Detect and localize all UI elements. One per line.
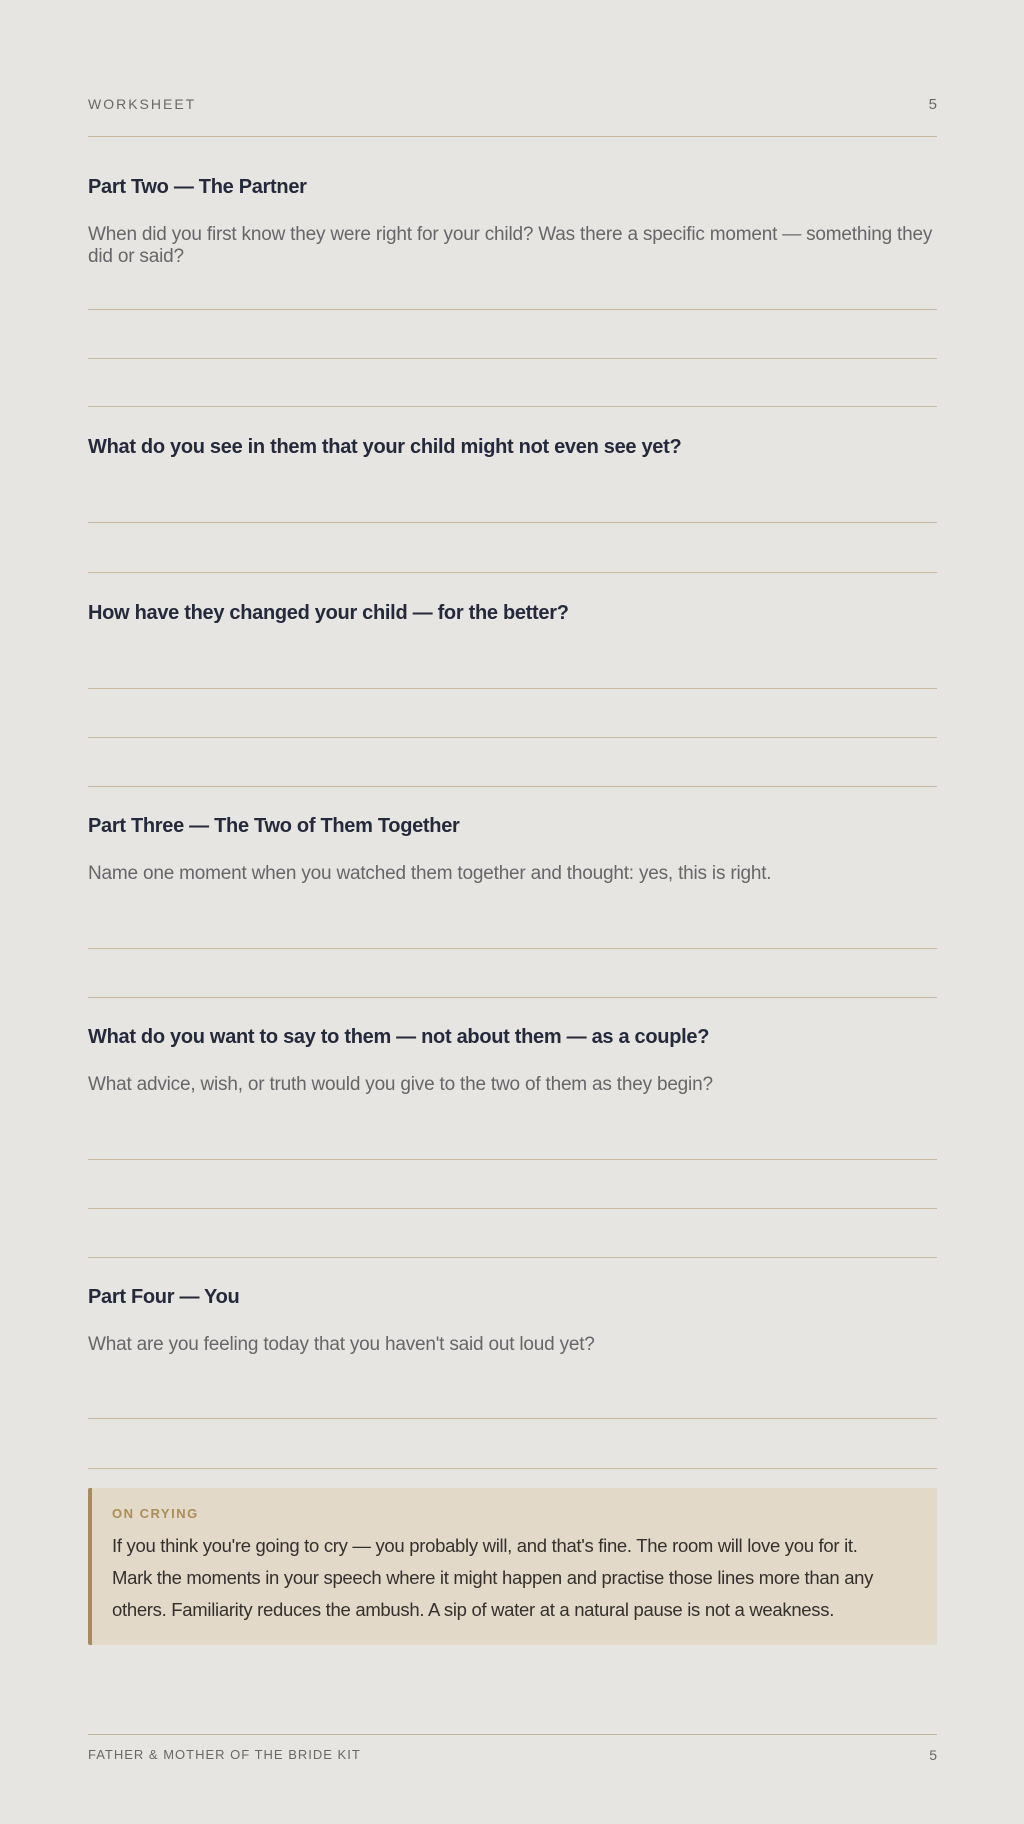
- answer-line[interactable]: [88, 737, 937, 738]
- answer-line[interactable]: [88, 1208, 937, 1209]
- on-crying-note: [88, 1488, 937, 1645]
- part-four-prompt: What are you feeling today that you haven't said out loud yet?: [88, 1334, 595, 1355]
- worksheet-page: [88, 0, 937, 1824]
- see-in-them-heading: What do you see in them that your child might not even see yet?: [88, 436, 682, 458]
- part-three-prompt: Name one moment when you watched them together and thought: yes, this is right.: [88, 863, 772, 884]
- header-label: WORKSHEET: [88, 96, 197, 112]
- header-page-number: 5: [928, 96, 937, 113]
- page-footer: [88, 1734, 937, 1765]
- answer-line[interactable]: [88, 1257, 937, 1258]
- part-four-heading: Part Four — You: [88, 1286, 240, 1308]
- part-three-heading: Part Three — The Two of Them Together: [88, 815, 460, 837]
- answer-line[interactable]: [88, 522, 937, 523]
- page-header: [88, 96, 937, 137]
- answer-line[interactable]: [88, 309, 937, 310]
- note-body: If you think you're going to cry — you probably will, and that's fine. The room will love you for it. Mark the moments in your speech where it might happen and practise those lines more than any others. Familiarity reduces the ambush. A sip of water at a natural pause is not a weakness.: [112, 1535, 874, 1620]
- say-to-couple-heading: What do you want to say to them — not about them — as a couple?: [88, 1026, 710, 1048]
- answer-line[interactable]: [88, 406, 937, 407]
- answer-line[interactable]: [88, 948, 937, 949]
- footer-page-number: 5: [929, 1747, 937, 1763]
- answer-line[interactable]: [88, 997, 937, 998]
- changed-child-heading: How have they changed your child — for the better?: [88, 602, 569, 624]
- note-title: ON CRYING: [112, 1506, 199, 1521]
- part-two-prompt: When did you first know they were right for your child? Was there a specific moment — something they did or said?: [88, 224, 933, 267]
- answer-line[interactable]: [88, 572, 937, 573]
- answer-line[interactable]: [88, 1418, 937, 1419]
- say-to-couple-prompt: What advice, wish, or truth would you give to the two of them as they begin?: [88, 1074, 713, 1095]
- part-two-heading: Part Two — The Partner: [88, 176, 307, 198]
- answer-line[interactable]: [88, 1159, 937, 1160]
- answer-line[interactable]: [88, 358, 937, 359]
- answer-line[interactable]: [88, 688, 937, 689]
- answer-line[interactable]: [88, 1468, 937, 1469]
- footer-label: FATHER & MOTHER OF THE BRIDE KIT: [88, 1747, 361, 1762]
- answer-line[interactable]: [88, 786, 937, 787]
